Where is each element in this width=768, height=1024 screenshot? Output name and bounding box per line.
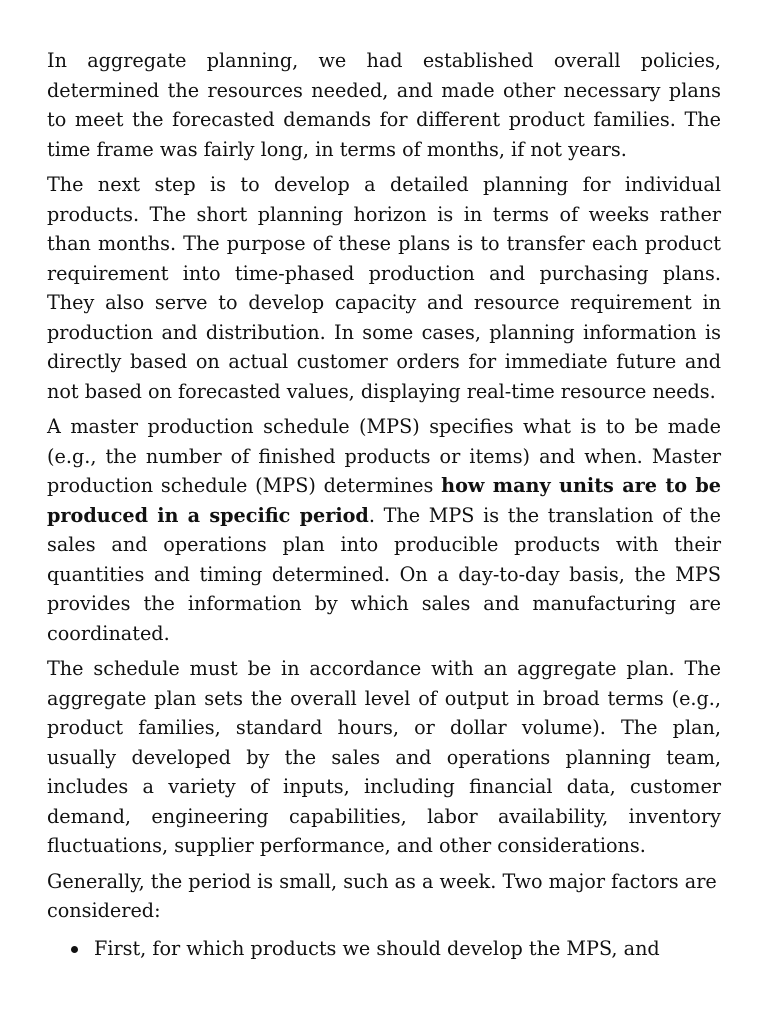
paragraph-schedule-aggregate-plan: The schedule must be in accordance with an aggregate plan. The aggregate plan sets the overall level of output in broad terms (e.g., product families, standard hours, or dollar volume). The plan, usually developed by the sales and operations planning team, includes a variety of inputs, including financial data, customer demand, engineering capabilities, labor availability, inventory fluctuations, supplier performance, and other considerations.: [47, 657, 721, 857]
factor-list: [47, 934, 721, 964]
mps-bold-phrase: how many units are to be produced in a specific period: [47, 474, 721, 527]
mps-text-start: A master production schedule (MPS) specifies what is to be made (e.g., the number of finished products or items) and when. Master production schedule (MPS) determines: [47, 415, 721, 497]
list-item-text: First, for which products we should develop the MPS, and: [94, 936, 660, 960]
paragraph-detailed-planning: The next step is to develop a detailed planning for individual products. The short planning horizon is in terms of weeks rather than months. The purpose of these plans is to transfer each product requirement into time-phased production and purchasing plans. They also serve to develop capacity and resource requirement in production and distribution. In some cases, planning information is directly based on actual customer orders for immediate future and not based on forecasted values, displaying real-time resource needs.: [47, 173, 721, 403]
paragraph-aggregate-planning: In aggregate planning, we had established overall policies, determined the resources needed, and made other necessary plans to meet the forecasted demands for different product families. The time frame was fairly long, in terms of months, if not years.: [47, 49, 721, 161]
mps-text-end: . The MPS is the translation of the sales and operations plan into producible products with their quantities and timing determined. On a day-to-day basis, the MPS provides the information by which sales and manufacturing are coordinated.: [47, 503, 721, 645]
paragraph-period-factors: Generally, the period is small, such as a week. Two major factors are considered:: [47, 869, 717, 922]
document-page: [47, 46, 721, 963]
bullet-icon: [71, 946, 78, 953]
paragraph-master-production-schedule: [47, 412, 721, 648]
list-item: [47, 934, 721, 964]
